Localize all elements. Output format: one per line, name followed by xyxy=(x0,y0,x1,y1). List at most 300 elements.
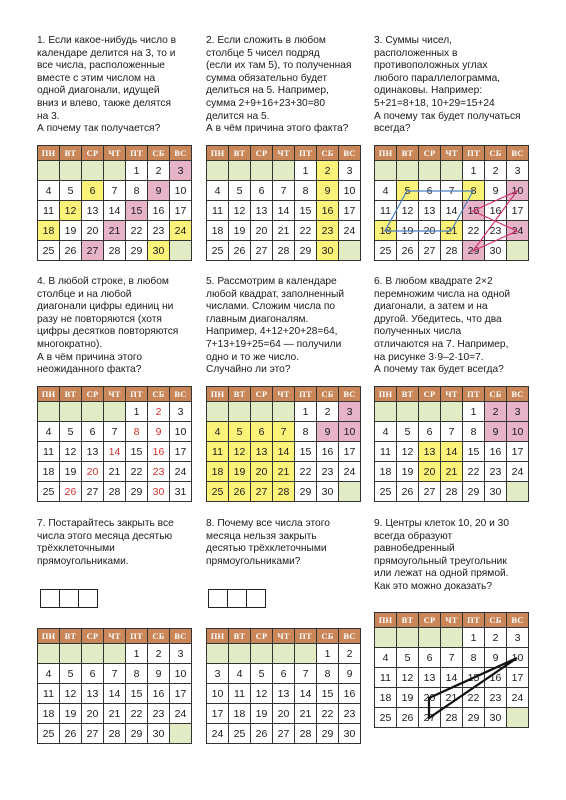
weekday-header: ВС xyxy=(507,387,529,402)
day-cell: 23 xyxy=(148,221,170,241)
day-cell xyxy=(339,482,361,502)
day-cell: 5 xyxy=(60,181,82,201)
day-cell: 16 xyxy=(485,442,507,462)
day-cell: 9 xyxy=(317,422,339,442)
day-cell: 22 xyxy=(126,221,148,241)
day-cell: 8 xyxy=(126,181,148,201)
day-cell xyxy=(229,161,251,181)
day-cell: 23 xyxy=(317,221,339,241)
day-cell: 28 xyxy=(441,241,463,261)
day-cell: 1 xyxy=(126,161,148,181)
day-cell: 8 xyxy=(126,422,148,442)
day-cell: 8 xyxy=(295,422,317,442)
day-cell: 20 xyxy=(82,221,104,241)
day-cell: 9 xyxy=(485,648,507,668)
day-cell xyxy=(273,161,295,181)
day-cell: 16 xyxy=(148,684,170,704)
weekday-header: ПН xyxy=(375,613,397,628)
day-cell xyxy=(170,724,192,744)
weekday-header: ВТ xyxy=(229,387,251,402)
day-cell: 14 xyxy=(273,442,295,462)
day-cell: 10 xyxy=(507,181,529,201)
day-cell: 14 xyxy=(441,201,463,221)
weekday-header: СР xyxy=(419,146,441,161)
day-cell: 20 xyxy=(419,688,441,708)
day-cell: 14 xyxy=(441,442,463,462)
day-cell: 12 xyxy=(60,201,82,221)
problem-1-text: 1. Если какое-нибудь число в календаре делится на 3, то и все числа, расположенные вместе с этим числом на одной диагонали, идущей вниз и влево, также делятся на 3. А почему так получается? xyxy=(37,35,177,135)
day-cell: 26 xyxy=(60,241,82,261)
day-cell: 11 xyxy=(229,684,251,704)
day-cell: 27 xyxy=(273,724,295,744)
day-cell: 24 xyxy=(170,462,192,482)
day-cell: 15 xyxy=(126,684,148,704)
weekday-header: ПН xyxy=(38,146,60,161)
day-cell: 13 xyxy=(251,201,273,221)
day-cell: 22 xyxy=(295,462,317,482)
day-cell: 19 xyxy=(60,704,82,724)
weekday-header: ВС xyxy=(507,146,529,161)
day-cell: 3 xyxy=(507,402,529,422)
day-cell: 17 xyxy=(207,704,229,724)
day-cell: 30 xyxy=(148,482,170,502)
day-cell: 27 xyxy=(419,708,441,728)
day-cell: 19 xyxy=(397,688,419,708)
day-cell: 3 xyxy=(339,402,361,422)
day-cell: 2 xyxy=(317,402,339,422)
day-cell: 7 xyxy=(295,664,317,684)
problem-2-text: 2. Если сложить в любом столбце 5 чисел подряд (если их там 5), то полученная сумма обязательно будет делиться на 5. Например, сумма 2+9+16+23+30=80 делится на 5. А в чём причина этого факта? xyxy=(206,35,352,135)
day-cell: 19 xyxy=(397,221,419,241)
weekday-header: СБ xyxy=(317,629,339,644)
weekday-header: СР xyxy=(419,387,441,402)
day-cell: 4 xyxy=(38,664,60,684)
weekday-header: ПТ xyxy=(126,146,148,161)
day-cell xyxy=(207,161,229,181)
day-cell: 24 xyxy=(339,221,361,241)
day-cell: 26 xyxy=(251,724,273,744)
three-cell-rectangle-2 xyxy=(208,589,266,608)
day-cell: 21 xyxy=(441,221,463,241)
day-cell: 30 xyxy=(148,241,170,261)
day-cell: 18 xyxy=(229,704,251,724)
day-cell: 25 xyxy=(375,708,397,728)
day-cell: 10 xyxy=(339,422,361,442)
day-cell: 9 xyxy=(317,181,339,201)
day-cell: 20 xyxy=(82,462,104,482)
day-cell: 28 xyxy=(441,708,463,728)
weekday-header: ЧТ xyxy=(273,629,295,644)
day-cell: 23 xyxy=(148,704,170,724)
day-cell: 12 xyxy=(229,442,251,462)
day-cell: 25 xyxy=(207,241,229,261)
day-cell: 3 xyxy=(170,161,192,181)
day-cell: 18 xyxy=(38,704,60,724)
weekday-header: СР xyxy=(251,629,273,644)
day-cell: 29 xyxy=(317,724,339,744)
day-cell: 24 xyxy=(507,221,529,241)
weekday-header: ВС xyxy=(170,629,192,644)
day-cell: 21 xyxy=(441,462,463,482)
day-cell: 29 xyxy=(295,482,317,502)
day-cell: 9 xyxy=(339,664,361,684)
rectangle-cell xyxy=(247,590,265,607)
day-cell xyxy=(251,402,273,422)
day-cell xyxy=(229,402,251,422)
day-cell: 7 xyxy=(441,422,463,442)
day-cell: 18 xyxy=(207,462,229,482)
day-cell: 8 xyxy=(295,181,317,201)
day-cell: 9 xyxy=(485,181,507,201)
day-cell: 1 xyxy=(463,628,485,648)
day-cell: 2 xyxy=(485,402,507,422)
weekday-header: СР xyxy=(82,387,104,402)
day-cell: 27 xyxy=(82,724,104,744)
weekday-header: ПН xyxy=(38,629,60,644)
day-cell: 26 xyxy=(397,708,419,728)
day-cell: 26 xyxy=(60,482,82,502)
day-cell: 4 xyxy=(207,422,229,442)
weekday-header: ВС xyxy=(339,629,361,644)
day-cell xyxy=(397,161,419,181)
day-cell xyxy=(375,161,397,181)
day-cell: 22 xyxy=(295,221,317,241)
calendar-1 xyxy=(37,145,192,261)
day-cell: 26 xyxy=(60,724,82,744)
day-cell: 2 xyxy=(485,161,507,181)
day-cell: 29 xyxy=(463,241,485,261)
day-cell: 15 xyxy=(463,442,485,462)
calendar-2 xyxy=(206,145,361,261)
day-cell: 23 xyxy=(317,462,339,482)
day-cell: 25 xyxy=(229,724,251,744)
weekday-header: ПТ xyxy=(126,629,148,644)
day-cell: 26 xyxy=(229,482,251,502)
day-cell: 22 xyxy=(126,704,148,724)
day-cell: 6 xyxy=(419,648,441,668)
day-cell: 10 xyxy=(339,181,361,201)
day-cell: 9 xyxy=(485,422,507,442)
day-cell: 10 xyxy=(170,181,192,201)
day-cell: 8 xyxy=(463,648,485,668)
weekday-header: ВТ xyxy=(229,146,251,161)
day-cell: 11 xyxy=(207,442,229,462)
day-cell: 23 xyxy=(148,462,170,482)
day-cell: 1 xyxy=(295,161,317,181)
weekday-header: СБ xyxy=(148,629,170,644)
day-cell: 20 xyxy=(419,462,441,482)
day-cell: 7 xyxy=(441,181,463,201)
day-cell: 14 xyxy=(104,442,126,462)
day-cell: 5 xyxy=(229,181,251,201)
day-cell: 6 xyxy=(419,181,441,201)
calendar-4 xyxy=(37,386,192,502)
day-cell xyxy=(375,402,397,422)
weekday-header: ЧТ xyxy=(104,146,126,161)
day-cell: 3 xyxy=(207,664,229,684)
day-cell: 19 xyxy=(229,221,251,241)
day-cell: 25 xyxy=(38,482,60,502)
day-cell: 5 xyxy=(397,648,419,668)
day-cell: 6 xyxy=(82,664,104,684)
calendar-3 xyxy=(374,145,529,261)
day-cell: 12 xyxy=(60,442,82,462)
problem-8-text: 8. Почему все числа этого месяца нельзя закрыть десятью трёхклеточными прямоугольниками? xyxy=(206,518,330,567)
day-cell: 24 xyxy=(507,688,529,708)
day-cell: 28 xyxy=(441,482,463,502)
day-cell: 4 xyxy=(375,181,397,201)
weekday-header: ПН xyxy=(207,387,229,402)
day-cell: 14 xyxy=(104,684,126,704)
day-cell: 7 xyxy=(441,648,463,668)
weekday-header: ЧТ xyxy=(273,146,295,161)
day-cell: 19 xyxy=(60,221,82,241)
day-cell: 21 xyxy=(104,221,126,241)
day-cell xyxy=(507,241,529,261)
day-cell: 15 xyxy=(126,442,148,462)
weekday-header: СР xyxy=(251,146,273,161)
day-cell xyxy=(60,644,82,664)
day-cell: 2 xyxy=(485,628,507,648)
weekday-header: СБ xyxy=(485,613,507,628)
weekday-header: СБ xyxy=(485,146,507,161)
day-cell xyxy=(82,644,104,664)
day-cell: 6 xyxy=(419,422,441,442)
weekday-header: СР xyxy=(419,613,441,628)
day-cell: 17 xyxy=(339,201,361,221)
day-cell xyxy=(397,402,419,422)
day-cell: 21 xyxy=(104,462,126,482)
day-cell: 1 xyxy=(463,161,485,181)
day-cell: 23 xyxy=(485,221,507,241)
day-cell xyxy=(170,241,192,261)
day-cell: 10 xyxy=(170,664,192,684)
day-cell xyxy=(441,628,463,648)
day-cell: 18 xyxy=(207,221,229,241)
day-cell: 30 xyxy=(485,708,507,728)
day-cell: 11 xyxy=(375,201,397,221)
day-cell: 16 xyxy=(148,201,170,221)
day-cell: 10 xyxy=(207,684,229,704)
day-cell: 1 xyxy=(463,402,485,422)
day-cell: 17 xyxy=(507,442,529,462)
day-cell: 3 xyxy=(339,161,361,181)
weekday-header: ПТ xyxy=(463,146,485,161)
weekday-header: ПТ xyxy=(295,629,317,644)
day-cell xyxy=(38,402,60,422)
day-cell: 27 xyxy=(419,241,441,261)
day-cell: 7 xyxy=(104,422,126,442)
weekday-header: ЧТ xyxy=(104,387,126,402)
day-cell: 13 xyxy=(273,684,295,704)
calendar-7 xyxy=(37,628,192,744)
day-cell: 29 xyxy=(463,708,485,728)
day-cell: 24 xyxy=(207,724,229,744)
rectangle-cell xyxy=(228,590,247,607)
day-cell xyxy=(339,241,361,261)
weekday-header: ВС xyxy=(507,613,529,628)
day-cell: 25 xyxy=(207,482,229,502)
day-cell: 1 xyxy=(295,402,317,422)
day-cell xyxy=(441,161,463,181)
day-cell: 8 xyxy=(317,664,339,684)
day-cell: 28 xyxy=(273,482,295,502)
weekday-header: ПН xyxy=(38,387,60,402)
weekday-header: ЧТ xyxy=(104,629,126,644)
day-cell xyxy=(207,644,229,664)
day-cell xyxy=(375,628,397,648)
day-cell: 12 xyxy=(251,684,273,704)
day-cell: 2 xyxy=(148,644,170,664)
day-cell: 18 xyxy=(38,462,60,482)
day-cell: 27 xyxy=(251,482,273,502)
weekday-header: ВТ xyxy=(60,146,82,161)
day-cell xyxy=(82,161,104,181)
day-cell: 8 xyxy=(463,422,485,442)
day-cell: 17 xyxy=(170,201,192,221)
weekday-header: СР xyxy=(251,387,273,402)
day-cell xyxy=(441,402,463,422)
weekday-header: ЧТ xyxy=(441,387,463,402)
day-cell xyxy=(60,161,82,181)
day-cell: 12 xyxy=(397,668,419,688)
day-cell: 6 xyxy=(82,422,104,442)
day-cell: 15 xyxy=(463,668,485,688)
day-cell: 14 xyxy=(441,668,463,688)
weekday-header: СР xyxy=(82,146,104,161)
day-cell: 10 xyxy=(507,422,529,442)
day-cell: 11 xyxy=(207,201,229,221)
day-cell: 7 xyxy=(104,181,126,201)
weekday-header: ВС xyxy=(339,387,361,402)
day-cell: 20 xyxy=(419,221,441,241)
day-cell: 17 xyxy=(170,442,192,462)
day-cell: 13 xyxy=(419,668,441,688)
day-cell: 28 xyxy=(295,724,317,744)
day-cell: 29 xyxy=(126,241,148,261)
weekday-header: ЧТ xyxy=(441,613,463,628)
day-cell: 24 xyxy=(170,221,192,241)
day-cell xyxy=(60,402,82,422)
day-cell: 9 xyxy=(148,181,170,201)
day-cell: 28 xyxy=(273,241,295,261)
day-cell: 7 xyxy=(273,181,295,201)
day-cell xyxy=(273,644,295,664)
day-cell: 28 xyxy=(104,241,126,261)
calendar-5 xyxy=(206,386,361,502)
day-cell: 2 xyxy=(148,402,170,422)
weekday-header: ВС xyxy=(170,146,192,161)
weekday-header: ПТ xyxy=(463,387,485,402)
day-cell: 19 xyxy=(229,462,251,482)
day-cell: 13 xyxy=(419,442,441,462)
day-cell: 7 xyxy=(104,664,126,684)
day-cell: 16 xyxy=(317,201,339,221)
day-cell: 24 xyxy=(507,462,529,482)
day-cell: 6 xyxy=(82,181,104,201)
day-cell: 13 xyxy=(419,201,441,221)
day-cell: 5 xyxy=(397,181,419,201)
weekday-header: СБ xyxy=(148,146,170,161)
day-cell: 21 xyxy=(273,221,295,241)
day-cell: 28 xyxy=(104,482,126,502)
day-cell: 20 xyxy=(82,704,104,724)
day-cell: 20 xyxy=(273,704,295,724)
weekday-header: ПТ xyxy=(295,146,317,161)
day-cell: 9 xyxy=(148,664,170,684)
day-cell: 16 xyxy=(148,442,170,462)
problem-5-text: 5. Рассмотрим в календаре любой квадрат, заполненный числами. Сложим числа по главным диагоналям. Например, 4+12+20+28=64, 7+13+19+25=64 — получили одно и то же число. Случайно ли это? xyxy=(206,276,345,376)
weekday-header: ВС xyxy=(170,387,192,402)
day-cell: 23 xyxy=(485,688,507,708)
day-cell: 2 xyxy=(317,161,339,181)
day-cell: 6 xyxy=(251,181,273,201)
day-cell: 25 xyxy=(38,241,60,261)
rectangle-cell xyxy=(60,590,79,607)
day-cell: 16 xyxy=(485,668,507,688)
day-cell: 7 xyxy=(273,422,295,442)
day-cell: 27 xyxy=(251,241,273,261)
day-cell xyxy=(82,402,104,422)
day-cell: 17 xyxy=(170,684,192,704)
day-cell: 18 xyxy=(375,221,397,241)
day-cell: 21 xyxy=(295,704,317,724)
problem-9-text: 9. Центры клеток 10, 20 и 30 всегда образуют равнобедренный прямоугольный треугольник или лежат на одной прямой. Как это можно доказать? xyxy=(374,518,509,592)
day-cell xyxy=(251,644,273,664)
day-cell: 17 xyxy=(507,668,529,688)
day-cell: 4 xyxy=(207,181,229,201)
day-cell: 19 xyxy=(251,704,273,724)
day-cell: 11 xyxy=(38,442,60,462)
day-cell: 23 xyxy=(339,704,361,724)
day-cell: 11 xyxy=(38,201,60,221)
day-cell xyxy=(273,402,295,422)
day-cell: 14 xyxy=(104,201,126,221)
day-cell: 28 xyxy=(104,724,126,744)
day-cell: 3 xyxy=(507,161,529,181)
weekday-header: ПТ xyxy=(126,387,148,402)
day-cell xyxy=(397,628,419,648)
day-cell: 17 xyxy=(339,442,361,462)
day-cell: 22 xyxy=(126,462,148,482)
weekday-header: ВТ xyxy=(397,613,419,628)
calendar-8 xyxy=(206,628,361,744)
day-cell: 12 xyxy=(229,201,251,221)
weekday-header: ВТ xyxy=(229,629,251,644)
day-cell: 5 xyxy=(397,422,419,442)
day-cell: 25 xyxy=(375,482,397,502)
weekday-header: ВТ xyxy=(60,387,82,402)
day-cell: 29 xyxy=(295,241,317,261)
day-cell: 11 xyxy=(375,442,397,462)
day-cell: 14 xyxy=(295,684,317,704)
day-cell: 19 xyxy=(397,462,419,482)
weekday-header: ПТ xyxy=(463,613,485,628)
day-cell: 30 xyxy=(317,241,339,261)
day-cell: 15 xyxy=(126,201,148,221)
weekday-header: СР xyxy=(82,629,104,644)
day-cell: 8 xyxy=(126,664,148,684)
day-cell: 15 xyxy=(317,684,339,704)
weekday-header: ЧТ xyxy=(273,387,295,402)
calendar-9 xyxy=(374,612,529,728)
weekday-header: ПН xyxy=(207,629,229,644)
day-cell: 1 xyxy=(126,644,148,664)
day-cell: 6 xyxy=(251,422,273,442)
day-cell: 18 xyxy=(375,688,397,708)
day-cell xyxy=(419,161,441,181)
day-cell: 16 xyxy=(317,442,339,462)
